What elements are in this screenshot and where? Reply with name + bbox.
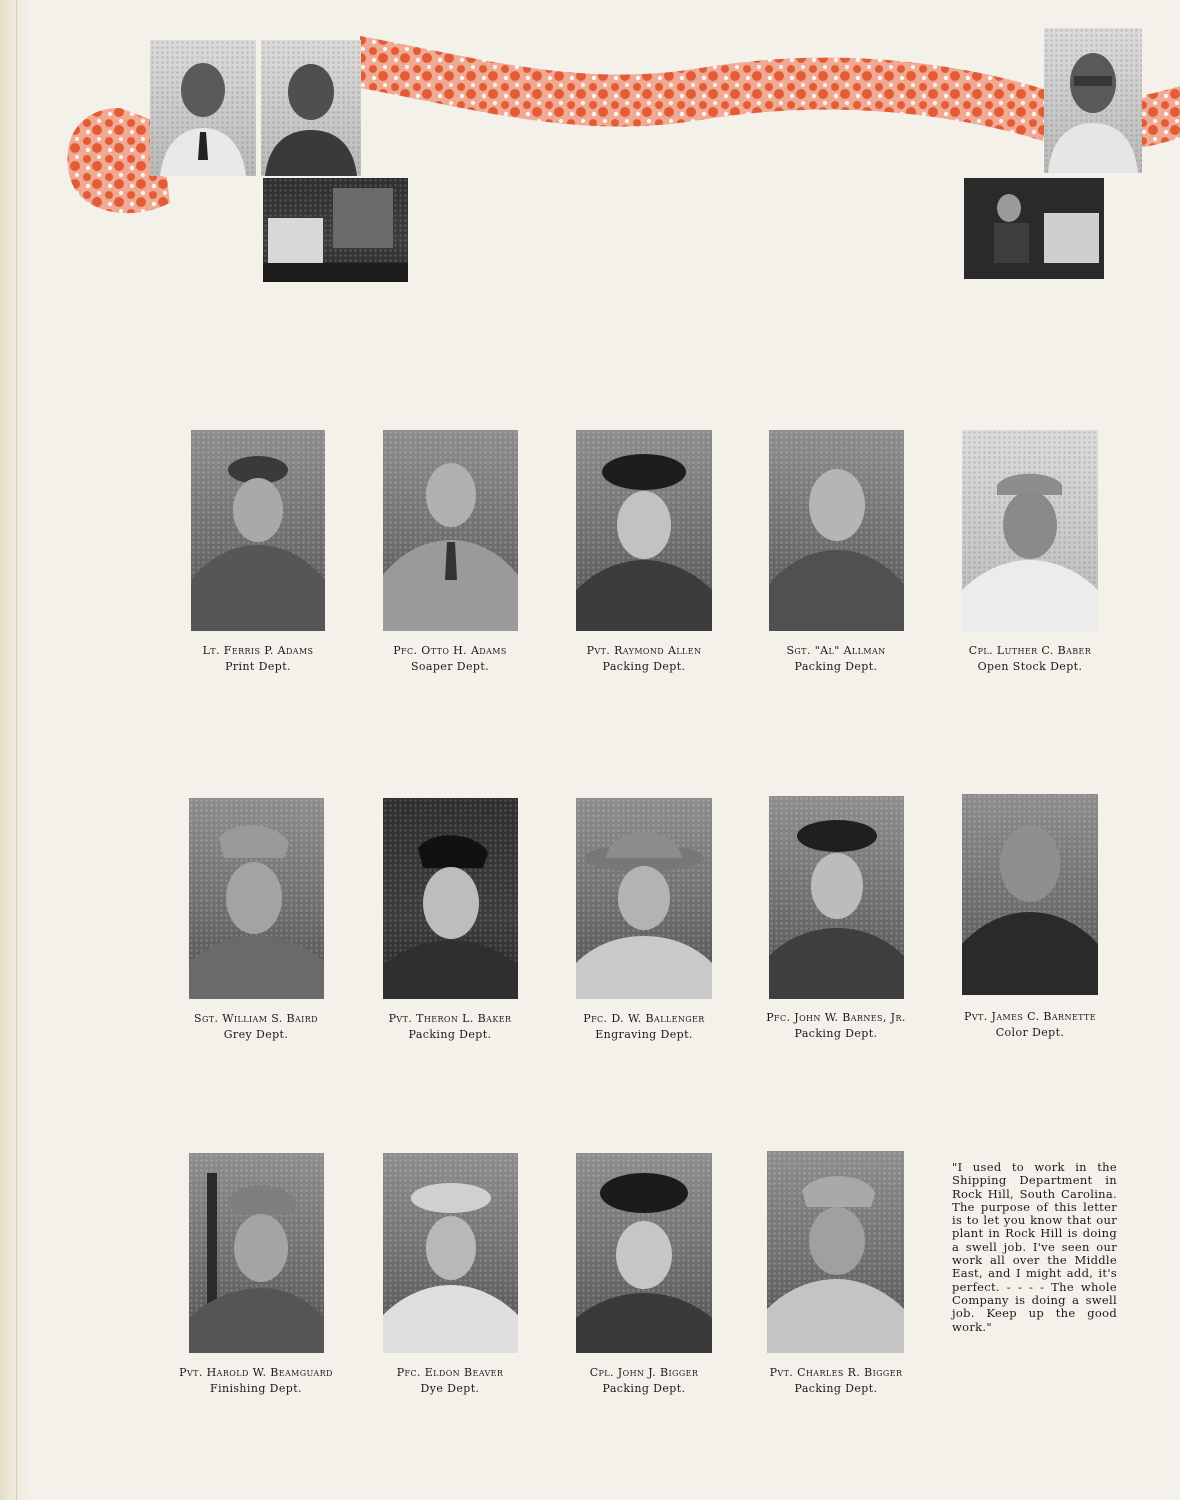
portrait-photo [962,430,1098,631]
portrait-photo [383,798,518,999]
serviceman-caption [549,643,739,675]
serviceman-name: Cpl. Luther C. Baber [968,644,1092,657]
serviceman-caption [549,1011,739,1043]
header-portrait-photo-1 [150,40,256,176]
serviceman-caption [163,643,353,675]
serviceman-caption [935,643,1125,675]
portrait-photo [383,1153,518,1353]
serviceman-dept: Dye Dept. [420,1382,480,1395]
serviceman-dept: Grey Dept. [223,1028,289,1041]
serviceman-name: Pvt. Harold W. Beamguard [179,1366,333,1379]
serviceman-dept: Packing Dept. [794,1382,878,1395]
portrait-photo [383,430,518,631]
serviceman-name: Lt. Ferris P. Adams [202,644,314,657]
serviceman-caption [935,1009,1125,1041]
portrait-photo [189,1153,324,1353]
serviceman-name: Pvt. James C. Barnette [964,1010,1096,1023]
serviceman-dept: Packing Dept. [794,660,878,673]
serviceman-caption [355,1011,545,1043]
serviceman-name: Pfc. D. W. Ballenger [583,1012,705,1025]
serviceman-dept: Print Dept. [225,660,291,673]
serviceman-dept: Packing Dept. [602,660,686,673]
portrait-photo [769,796,904,999]
portrait-photo [576,430,712,631]
portrait-photo [576,1153,712,1353]
header-factory-photo [263,178,408,282]
serviceman-caption [355,643,545,675]
serviceman-name: Sgt. "Al" Allman [786,644,886,657]
serviceman-dept: Open Stock Dept. [977,660,1083,673]
portrait-photo [576,798,712,999]
serviceman-dept: Finishing Dept. [210,1382,302,1395]
serviceman-name: Pvt. Theron L. Baker [388,1012,512,1025]
portrait-photo [189,798,324,999]
serviceman-dept: Soaper Dept. [410,660,490,673]
serviceman-dept: Engraving Dept. [595,1028,693,1041]
serviceman-name: Pfc. Eldon Beaver [396,1366,504,1379]
header-portrait-photo-3 [1044,28,1142,173]
serviceman-caption [549,1365,739,1397]
serviceman-name: Sgt. William S. Baird [194,1012,318,1025]
header-office-photo [964,178,1104,279]
serviceman-dept: Color Dept. [995,1026,1065,1039]
portrait-photo [191,430,325,631]
serviceman-caption [161,1011,351,1043]
serviceman-dept: Packing Dept. [602,1382,686,1395]
portrait-photo [767,1151,904,1353]
serviceman-caption [741,1010,931,1042]
serviceman-name: Pvt. Raymond Allen [586,644,702,657]
serviceman-name: Pfc. Otto H. Adams [393,644,507,657]
portrait-photo [769,430,904,631]
serviceman-name: Cpl. John J. Bigger [589,1366,699,1379]
serviceman-name: Pvt. Charles R. Bigger [769,1366,903,1379]
serviceman-caption [741,643,931,675]
header-portrait-photo-2 [261,40,361,176]
serviceman-caption [355,1365,545,1397]
serviceman-name: Pfc. John W. Barnes, Jr. [766,1011,906,1024]
letter-quote: "I used to work in the Shipping Department in Rock Hill, South Carolina. The purpose of this letter is to let you know that our plant in Rock Hill is doing a swell job. I've seen our work all over the Middle East, and I might add, it's perfect. - - - - The whole Company is doing a swell job. Keep up the good work." [952,1160,1117,1334]
serviceman-dept: Packing Dept. [408,1028,492,1041]
serviceman-caption [161,1365,351,1397]
serviceman-dept: Packing Dept. [794,1027,878,1040]
page-binding-edge [0,0,34,1500]
portrait-photo [962,794,1098,995]
serviceman-caption [741,1365,931,1397]
